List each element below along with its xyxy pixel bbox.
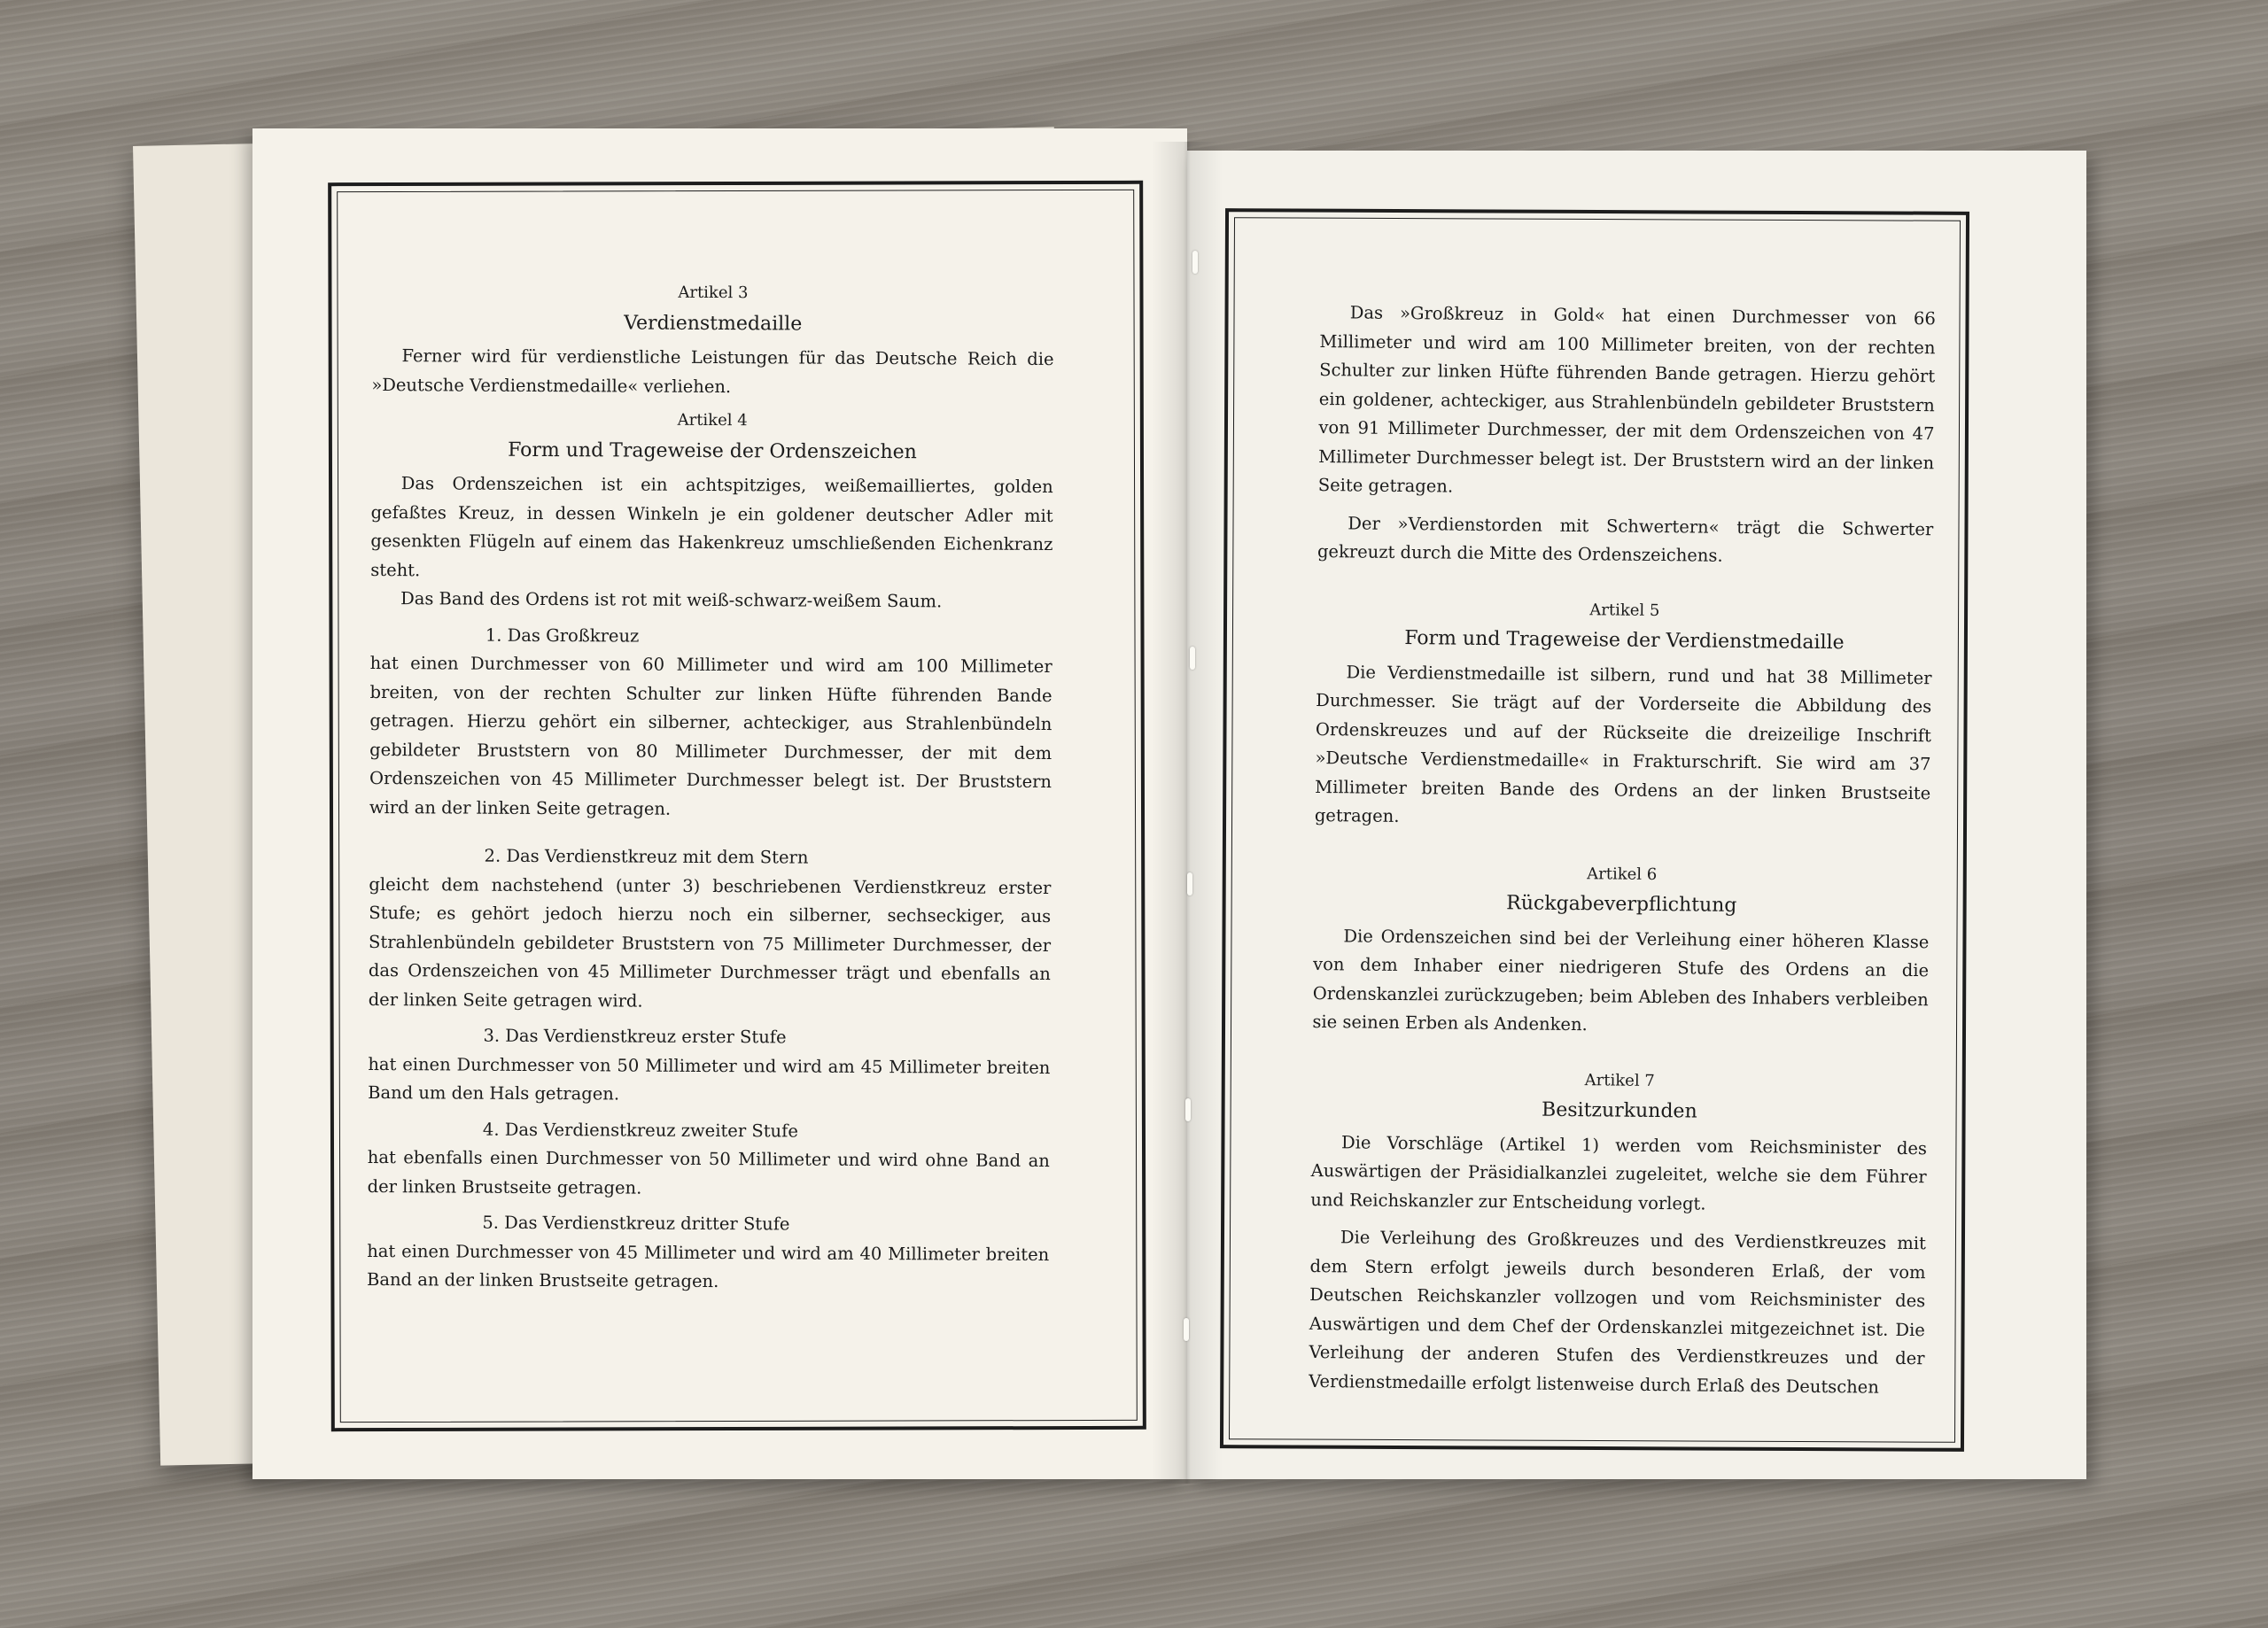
binding-stitch (1185, 1098, 1191, 1121)
article-4-label: Artikel 4 (677, 410, 748, 430)
article-7-label: Artikel 7 (1584, 1070, 1655, 1090)
article-7-title: Besitzurkunden (1541, 1098, 1697, 1123)
item-grosskreuz-title: 1. Das Großkreuz (485, 624, 640, 647)
article-3-label: Artikel 3 (678, 283, 749, 303)
article-3-title: Verdienstmedaille (624, 311, 803, 336)
article-5-title: Form und Trageweise der Verdienstmedaille (1404, 627, 1845, 655)
item-dritte-stufe-title: 5. Das Verdienstkreuz dritter Stufe (482, 1212, 790, 1235)
item-erste-stufe-text: hat einen Durchmesser von 50 Millimeter und wird am 45 Millimeter breiten Band um den Hals getragen. (368, 1053, 1051, 1105)
item-verdienstkreuz-stern-text: gleicht dem nachstehend (unter 3) beschriebenen Verdienstkreuz erster Stufe; es gehört jedoch hierzu noch ein silberner, sechseckiger, aus Strahlenbündeln gebildeter Bruststern von 75 Millimeter Durchmesser, der das Ordenszeichen von 45 Millimeter Durchmesser trägt und ebenfalls an der linken Seite getragen wird. (368, 873, 1052, 1012)
article-6-paragraph: Die Ordenszeichen sind bei der Verleihung einer höheren Klasse von dem Inhaber einer niedrigeren Stufe des Ordens an die Ordenskanzlei zurückzugeben; beim Ableben des Inhabers verbleiben sie seinen Erben als Andenken. (1312, 925, 1930, 1035)
item-erste-stufe-title: 3. Das Verdienstkreuz erster Stufe (483, 1025, 787, 1048)
article-7-paragraph-1: Die Vorschläge (Artikel 1) werden vom Reichsminister des Auswärtigen der Präsidialkanzlei zugeleitet, welche sie dem Führer und Reichskanzler zur Entscheidung vorlegt. (1310, 1131, 1928, 1214)
item-dritte-stufe-text: hat einen Durchmesser von 45 Millimeter und wird am 40 Millimeter breiten Band an der linken Brustseite getragen. (367, 1240, 1050, 1292)
binding-stitch (1190, 647, 1195, 670)
article-5-label: Artikel 5 (1589, 600, 1660, 620)
article-7-paragraph-2: Die Verleihung des Großkreuzes und des Verdienstkreuzes mit dem Stern erfolgt jeweils durch besonderen Erlaß, der vom Deutschen Reichskanzler vollzogen und vom Reichsminister des Auswärtigen und dem Chef der Ordenskanzlei mitgezeichnet ist. Die Verleihung der anderen Stufen des Verdienstkreuzes und der Verdienstmedaille erfolgt listenweise durch Erlaß des Deutschen (1309, 1227, 1926, 1398)
article-4-paragraph-2: Das Band des Ordens ist rot mit weiß-schwarz-weißem Saum. (400, 588, 943, 612)
article-6-label: Artikel 6 (1587, 864, 1658, 884)
article-6-title: Rückgabeverpflichtung (1506, 892, 1737, 917)
item-zweite-stufe-text: hat ebenfalls einen Durchmesser von 50 Millimeter und wird ohne Band an der linken Brustseite getragen. (367, 1146, 1050, 1198)
item-zweite-stufe-title: 4. Das Verdienstkreuz zweiter Stufe (482, 1119, 798, 1142)
schwerter-paragraph: Der »Verdienstorden mit Schwertern« trägt die Schwerter gekreuzt durch die Mitte des Ordenszeichens. (1317, 512, 1934, 566)
left-page-text (367, 277, 1054, 1299)
article-3-paragraph: Ferner wird für verdienstliche Leistungen für das Deutsche Reich die »Deutsche Verdienstmedaille« verliehen. (371, 345, 1054, 397)
binding-stitch (1192, 251, 1198, 274)
binding-stitch (1184, 1318, 1189, 1341)
grosskreuz-gold-paragraph: Das »Großkreuz in Gold« hat einen Durchmesser von 66 Millimeter und wird am 100 Millimeter breiten, von der rechten Schulter zur linken Hüfte führenden Bande getragen. Hierzu gehört ein goldener, achteckiger, aus Strahlenbündeln gebildeter Bruststern von 91 Millimeter Durchmesser, der mit dem Ordenszeichen von 47 Millimeter Durchmesser belegt ist. Der Bruststern wird an der linken Seite getragen. (1317, 302, 1936, 497)
book-gutter (1152, 142, 1223, 1484)
article-4-title: Form und Trageweise der Ordenszeichen (508, 438, 917, 463)
binding-stitch (1187, 872, 1192, 895)
item-verdienstkreuz-stern-title: 2. Das Verdienstkreuz mit dem Stern (484, 845, 809, 868)
article-4-paragraph-1: Das Ordenszeichen ist ein achtspitziges, weißemailliertes, golden gefaßtes Kreuz, in dessen Winkeln je ein goldener deutscher Adler mit gesenkten Flügeln auf einem das Hakenkreuz umschließenden Eichenkranz steht. (370, 473, 1053, 580)
item-grosskreuz-text: hat einen Durchmesser von 60 Millimeter und wird am 100 Millimeter breiten, von der rechten Schulter zur linken Hüfte führenden Bande getragen. Hierzu gehört ein silberner, achteckiger, aus Strahlenbündeln gebildeter Bruststern von 80 Millimeter Durchmesser, der mit dem Ordenszeichen von 45 Millimeter Durchmesser belegt ist. Der Bruststern wird an der linken Seite getragen. (369, 652, 1052, 819)
article-5-paragraph: Die Verdienstmedaille ist silbern, rund und hat 38 Millimeter Durchmesser. Sie trägt auf der Vorderseite die Abbildung des Ordenskreuzes und auf der Rückseite die dreizeilige Inschrift »Deutsche Verdienstmedaille« in Frakturschrift. Sie wird am 37 Millimeter breiten Bande des Ordens an der linken Brustseite getragen. (1314, 661, 1932, 826)
right-page-text (1309, 298, 1936, 1402)
